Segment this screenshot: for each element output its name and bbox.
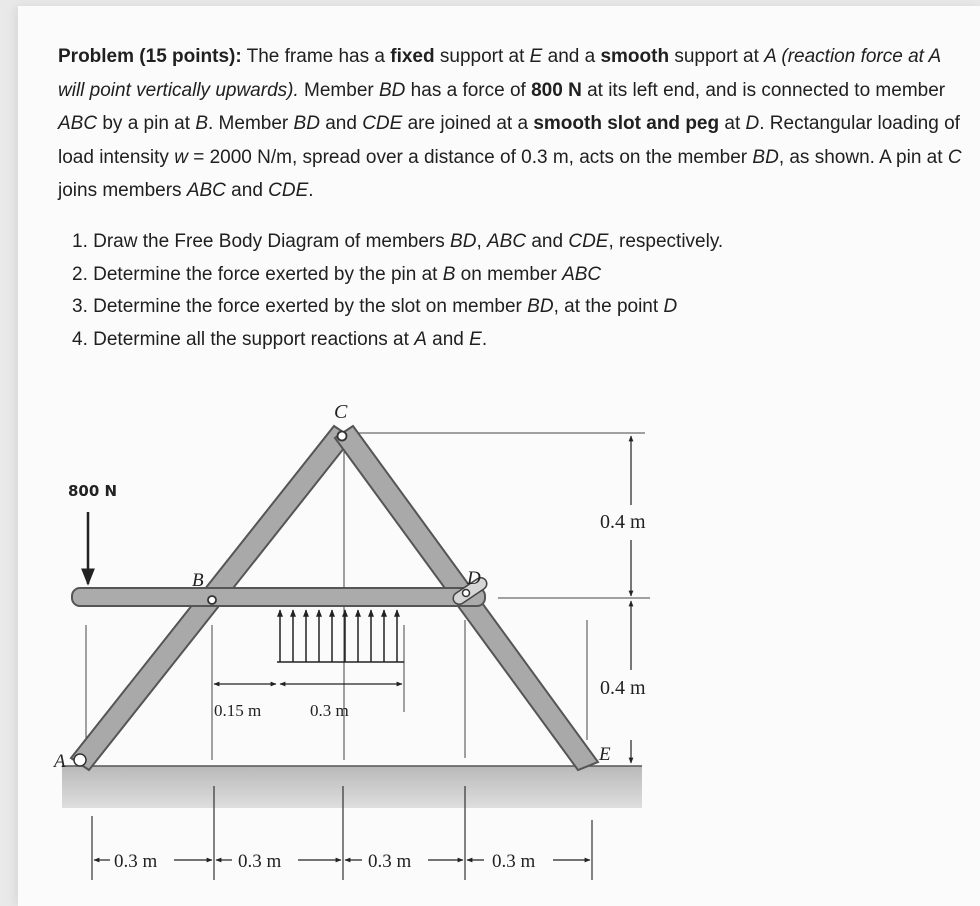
text-run: . Member [208,113,294,134]
text-run: are joined at a [402,113,534,134]
ground-hatch [62,766,642,808]
text-run: and a [542,46,601,67]
problem-statement [58,40,963,208]
text-run: The frame has a [241,46,391,67]
italic-run: BD [527,296,554,317]
italic-run: D [745,113,760,134]
task-list [72,226,952,356]
dim-label-03-load: 0.3 m [310,701,349,720]
task-item-3 [72,291,952,324]
dim-label-015: 0.15 m [214,701,262,720]
text-run: 2. Determine the force exerted by the pin at [72,263,443,285]
text-run: at [719,113,746,134]
italic-run: BD [379,79,406,101]
italic-run: B [442,263,456,285]
text-run: on member [455,263,563,285]
italic-run: w [174,146,188,168]
member-BD [72,588,485,606]
italic-run: BD [450,231,477,252]
text-run: , respectively. [608,231,724,252]
task-item-4 [72,324,952,357]
text-run: 3. Determine the force exerted by the slot on member [72,296,528,317]
text-run: . [308,180,314,201]
text-run: Member [298,79,379,101]
text-run: and [526,231,569,252]
label-E: E [599,744,611,765]
text-run: 1. Draw the Free Body Diagram of members [72,231,451,252]
force-label: 800 N [68,482,118,500]
italic-run: E [469,328,482,350]
italic-run: E [529,46,543,67]
text-run: and [319,113,363,134]
italic-run: A (reaction force at A will point vertically upwards). [58,46,941,101]
text-run: , as shown. A pin at [778,146,948,168]
pin-C [338,432,347,441]
task-item-2 [72,259,952,292]
bottom-dim-label-4: 0.3 m [492,851,536,872]
text-run: . [481,328,488,350]
text-run: . Rectangular loading of load intensity [58,113,960,168]
dim-label-top: 0.4 m [600,511,646,533]
italic-run: CDE [568,231,609,252]
bottom-dim-label-3: 0.3 m [368,851,412,872]
label-C: C [334,401,348,423]
label-D: D [467,568,481,589]
bottom-dim-label-1: 0.3 m [114,851,158,872]
italic-run: D [663,296,678,317]
distributed-load [277,610,404,662]
text-run: and [426,328,470,350]
text-run: , [476,231,487,252]
support-A-roller [74,754,86,766]
bold-run: smooth [600,46,670,67]
italic-run: C [947,146,962,168]
italic-run: B [195,113,208,134]
text-run: and [225,180,269,201]
italic-run: ABC [562,263,602,285]
problem-heading: Problem (15 points): [58,46,242,67]
pin-B [208,596,216,604]
italic-run: BD [752,146,779,168]
text-run: = 2000 N/m, spread over a distance of 0.3 m, acts on the member [187,146,753,168]
italic-run: ABC [487,231,527,252]
text-run: joins members [58,180,187,201]
text-run: , at the point [553,296,664,317]
frame-diagram [0,380,980,900]
bottom-dim-label-2: 0.3 m [238,851,282,872]
text-run: support at [669,46,765,67]
text-run: has a force of [405,79,532,101]
text-run: by a pin at [97,113,196,134]
bold-run: 800 N [531,79,582,101]
text-run: support at [434,46,530,67]
italic-run: BD [293,113,320,134]
label-A: A [54,751,66,772]
label-B: B [192,570,204,591]
italic-run: CDE [362,113,403,134]
bold-run: smooth slot and peg [533,113,720,134]
bold-run: fixed [390,46,435,67]
text-run: 4. Determine all the support reactions at [72,328,415,350]
italic-run: A [414,328,427,350]
italic-run: ABC [58,113,98,134]
italic-run: ABC [186,180,226,201]
text-run: at its left end, and is connected to member [581,79,946,101]
italic-run: CDE [268,180,309,201]
task-item-1 [72,226,952,259]
dim-label-bottom: 0.4 m [600,677,646,699]
